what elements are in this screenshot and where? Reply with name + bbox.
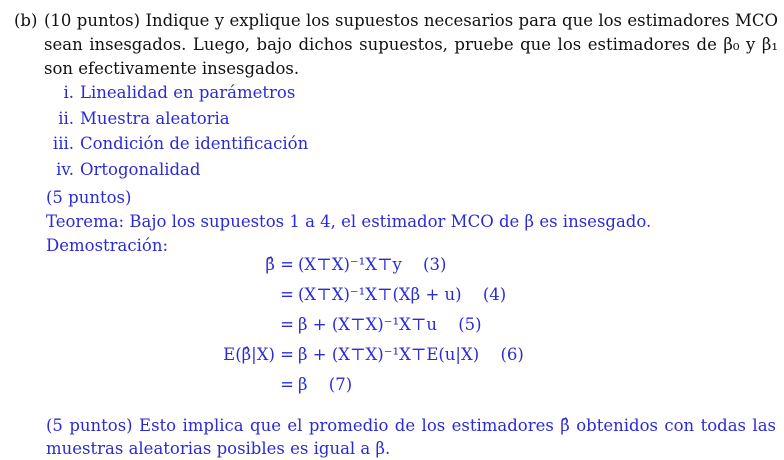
equation-rhs-wrap	[298, 280, 506, 310]
list-item	[46, 157, 308, 183]
equation-lhs: E(β̂|X) =	[223, 345, 294, 364]
equation-number: (7)	[328, 375, 353, 394]
equation-row	[0, 310, 784, 340]
equation-row	[0, 370, 784, 400]
list-item-label: Ortogonalidad	[80, 159, 201, 179]
equation-rhs: β + (X⊤X)⁻¹X⊤E(u|X)	[298, 345, 480, 364]
conclusion-text: (5 puntos) Esto implica que el promedio de los estimadores β̂ obtenidos con todas las muestras aleatorias posibles es igual a β.	[46, 416, 776, 458]
list-item-label: Condición de identificación	[80, 134, 309, 153]
list-item-number: iv.	[56, 159, 74, 179]
answer-points: (5 puntos)	[46, 188, 132, 207]
list-item	[46, 131, 308, 157]
question-b	[14, 9, 778, 81]
list-item-number: i.	[63, 83, 74, 102]
equation-number: (4)	[482, 285, 507, 304]
assumptions-list	[46, 80, 308, 182]
question-label: (b)	[14, 11, 38, 30]
question-text-block	[44, 9, 778, 81]
equation-rhs: β	[298, 375, 308, 394]
question-points: (10 puntos)	[44, 11, 141, 30]
equation-rhs-wrap	[298, 340, 524, 370]
list-item-label: Muestra aleatoria	[80, 108, 230, 128]
theorem-statement: Teorema: Bajo los supuestos 1 a 4, el estimador MCO de β es insesgado. Demostración:	[46, 212, 652, 255]
equation-lhs: =	[280, 285, 294, 304]
equation-row	[0, 280, 784, 310]
list-item	[46, 80, 308, 106]
equation-row	[0, 340, 784, 370]
equation-number: (3)	[423, 255, 447, 274]
equation-number: (5)	[458, 315, 482, 334]
equation-lhs: =	[280, 315, 294, 334]
list-item-label: Linealidad en parámetros	[80, 83, 296, 102]
equation-rhs-wrap	[298, 370, 352, 400]
list-item-number: iii.	[52, 134, 74, 153]
equation-rhs-wrap	[298, 310, 482, 340]
list-item	[46, 106, 308, 132]
equation-rhs: (X⊤X)⁻¹X⊤(Xβ + u)	[298, 285, 462, 304]
list-item-number: ii.	[58, 108, 74, 128]
equation-lhs: β̂ =	[265, 255, 294, 274]
equation-number: (6)	[500, 345, 524, 364]
equation-rhs-wrap	[298, 250, 446, 280]
question-text: Indique y explique los supuestos necesarios para que los estimadores MCO sean insesgados. Luego, bajo dichos supuestos, pruebe que los estimadores de β₀ y β₁ son efectivamente insesgados.	[44, 11, 779, 78]
equation-row	[0, 250, 784, 280]
equation-rhs: (X⊤X)⁻¹X⊤y	[298, 255, 402, 274]
equation-rhs: β + (X⊤X)⁻¹X⊤u	[298, 315, 437, 334]
equation-lhs: =	[280, 375, 294, 394]
